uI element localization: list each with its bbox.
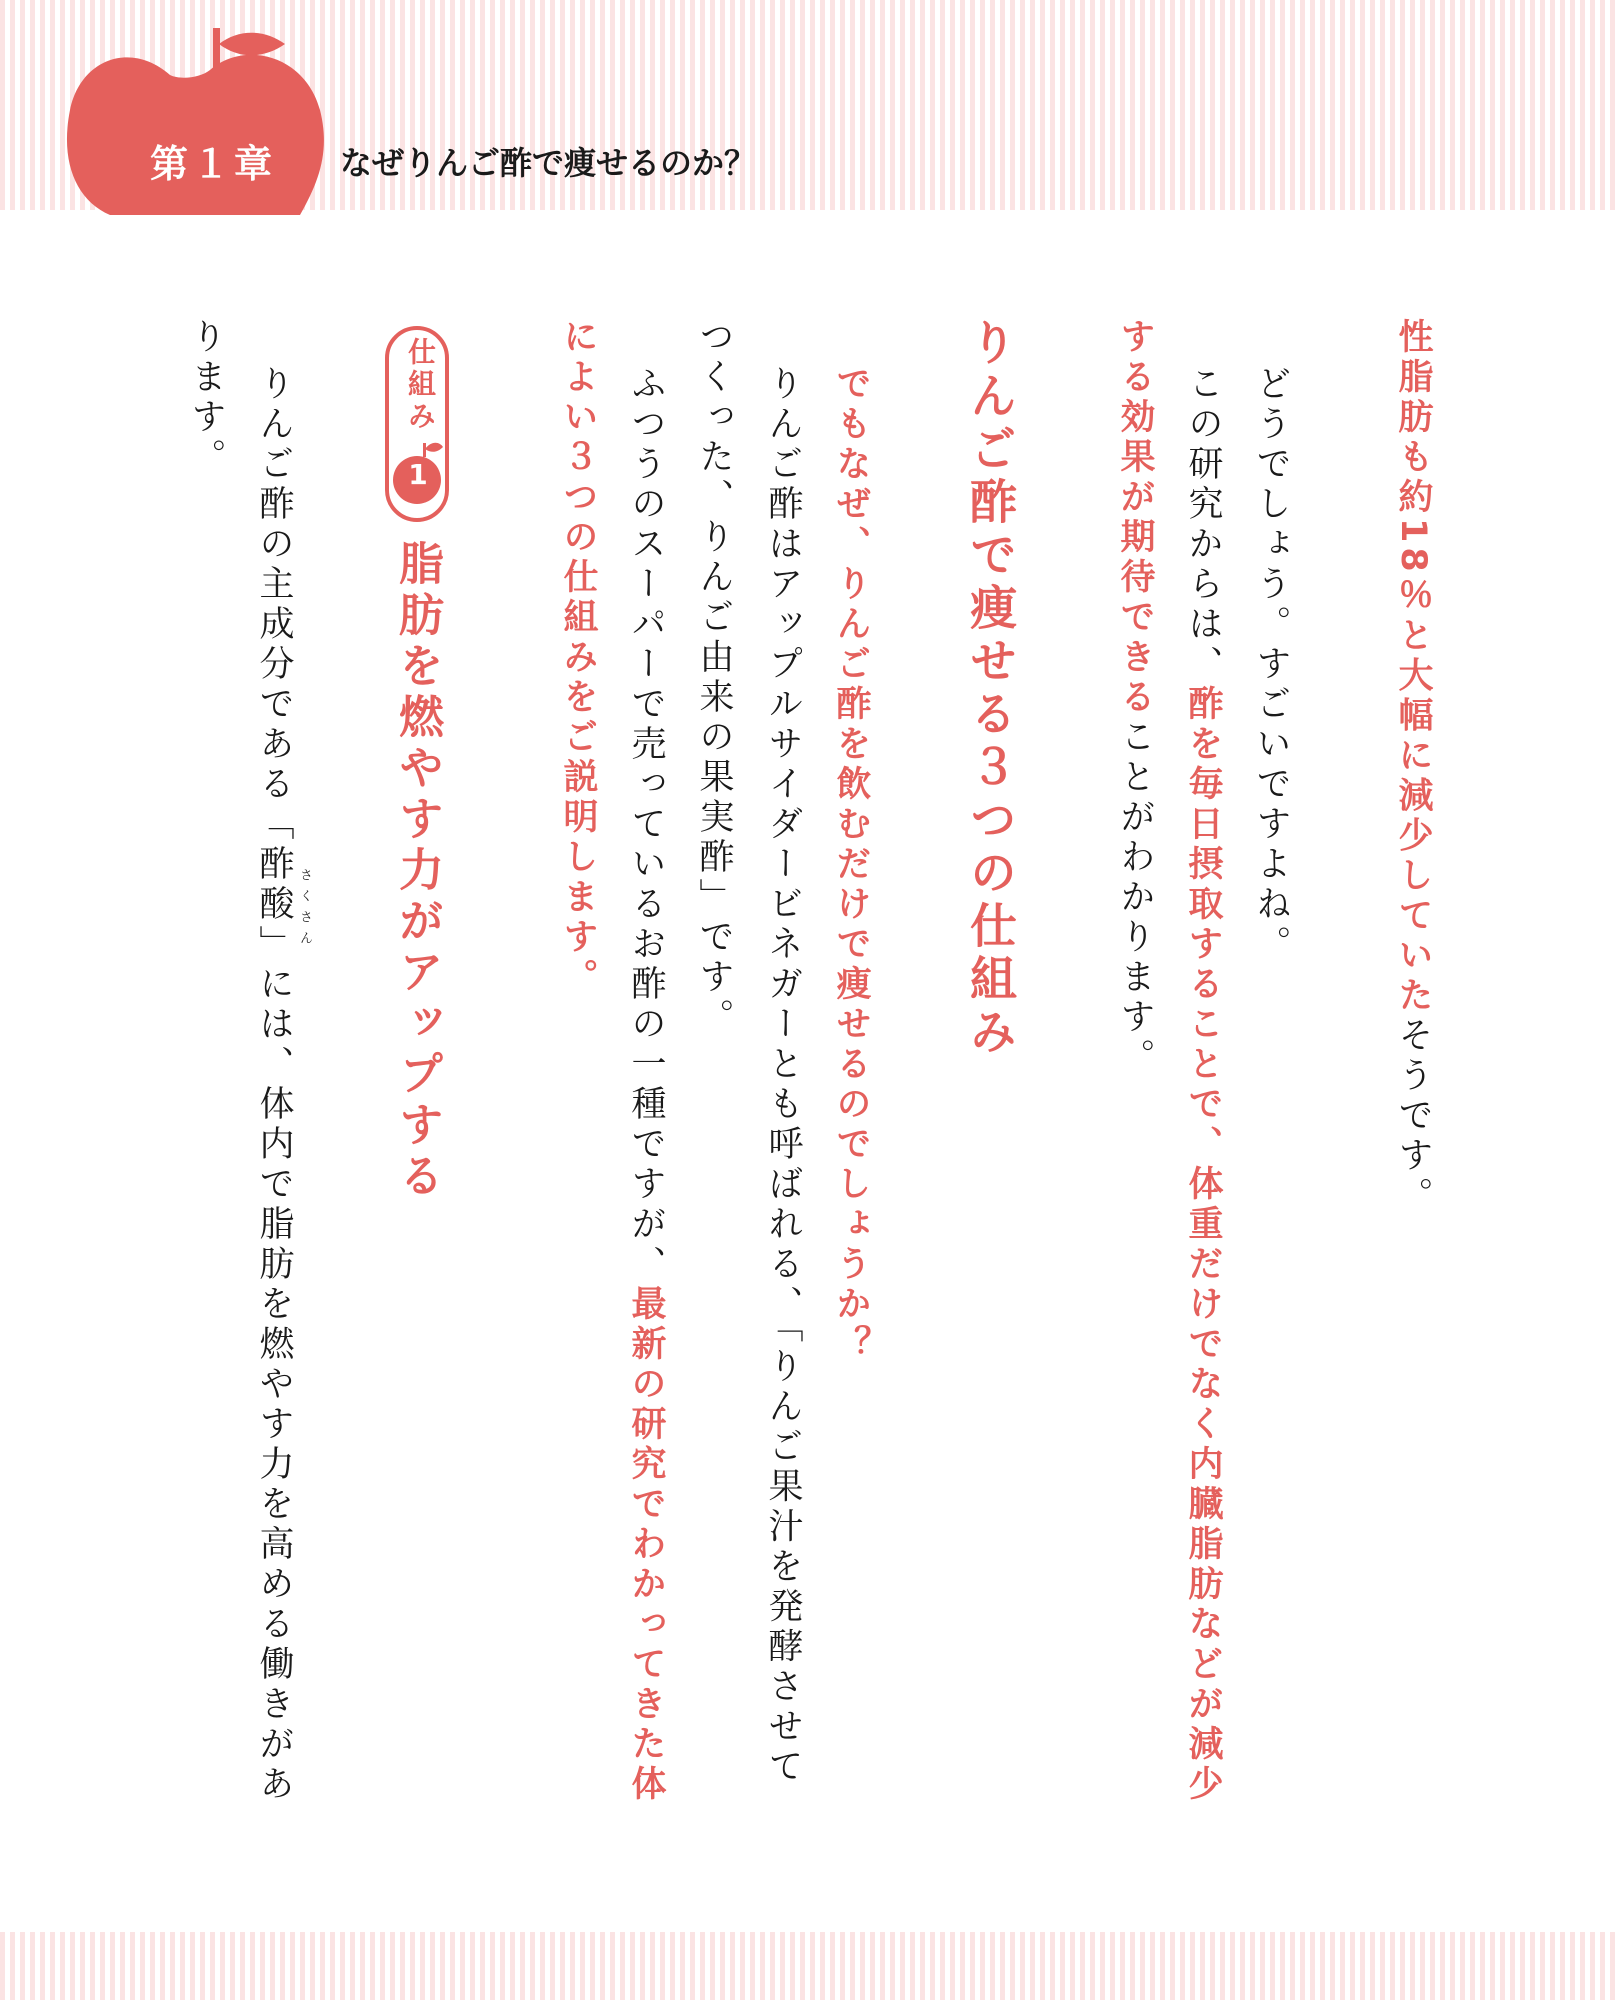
chapter-label: 第１章: [150, 142, 277, 186]
body-text: ことがわかります。: [1115, 718, 1155, 1078]
footer-stripe-band: [0, 1932, 1619, 2000]
column-8: [626, 365, 666, 1805]
mechanism-number: 1: [408, 458, 428, 491]
body-text: つくった、りんご由来の果実酢」です。: [694, 318, 734, 1038]
body-text: ふつうのスーパーで売っているお酢の一種ですが、: [626, 365, 666, 1285]
column-4: [1115, 318, 1155, 1078]
body-text: りんご酢の主成分である「: [254, 365, 294, 845]
subheading: 脂肪を燃やす力がアップする: [391, 540, 444, 1203]
body-text: ります。: [186, 318, 226, 478]
section-heading: りんご酢で痩せる３つの仕組み: [962, 318, 1017, 1060]
ruby-base-text: 酢酸: [254, 845, 294, 925]
chapter-title: なぜりんご酢で痩せるのか？: [340, 144, 757, 182]
highlight-text: によい３つの仕組みをご説明します。: [558, 318, 598, 998]
column-3: [1183, 365, 1223, 1805]
mechanism-label: 仕組み: [404, 337, 437, 433]
highlight-text: 性脂肪も約18％と大幅に減少していた: [1393, 318, 1433, 1017]
highlight-text: する効果が期待できる: [1115, 318, 1155, 718]
question-text: でもなぜ、りんご酢を飲むだけで痩せるのでしょうか？: [831, 365, 871, 1365]
body-text: どうでしょう。すごいですよね。: [1251, 365, 1291, 965]
highlight-text: 最新の研究でわかってきた体: [626, 1285, 666, 1805]
column-10: [254, 365, 294, 1805]
highlight-text: 酢を毎日摂取することで、体重だけでなく内臓脂肪などが減少: [1183, 685, 1223, 1805]
body-text: この研究からは、: [1183, 365, 1223, 685]
body-text: 」には、体内で脂肪を燃やす力を高める働きがあ: [254, 925, 294, 1805]
ruby-annotation: さくさん: [297, 868, 312, 952]
body-text: りんご酢はアップルサイダービネガーとも呼ばれる、「りんご果汁を発酵させて: [763, 365, 803, 1788]
column-2: [1251, 365, 1291, 965]
column-1: [1393, 318, 1433, 1217]
body-text: そうです。: [1393, 1016, 1433, 1217]
